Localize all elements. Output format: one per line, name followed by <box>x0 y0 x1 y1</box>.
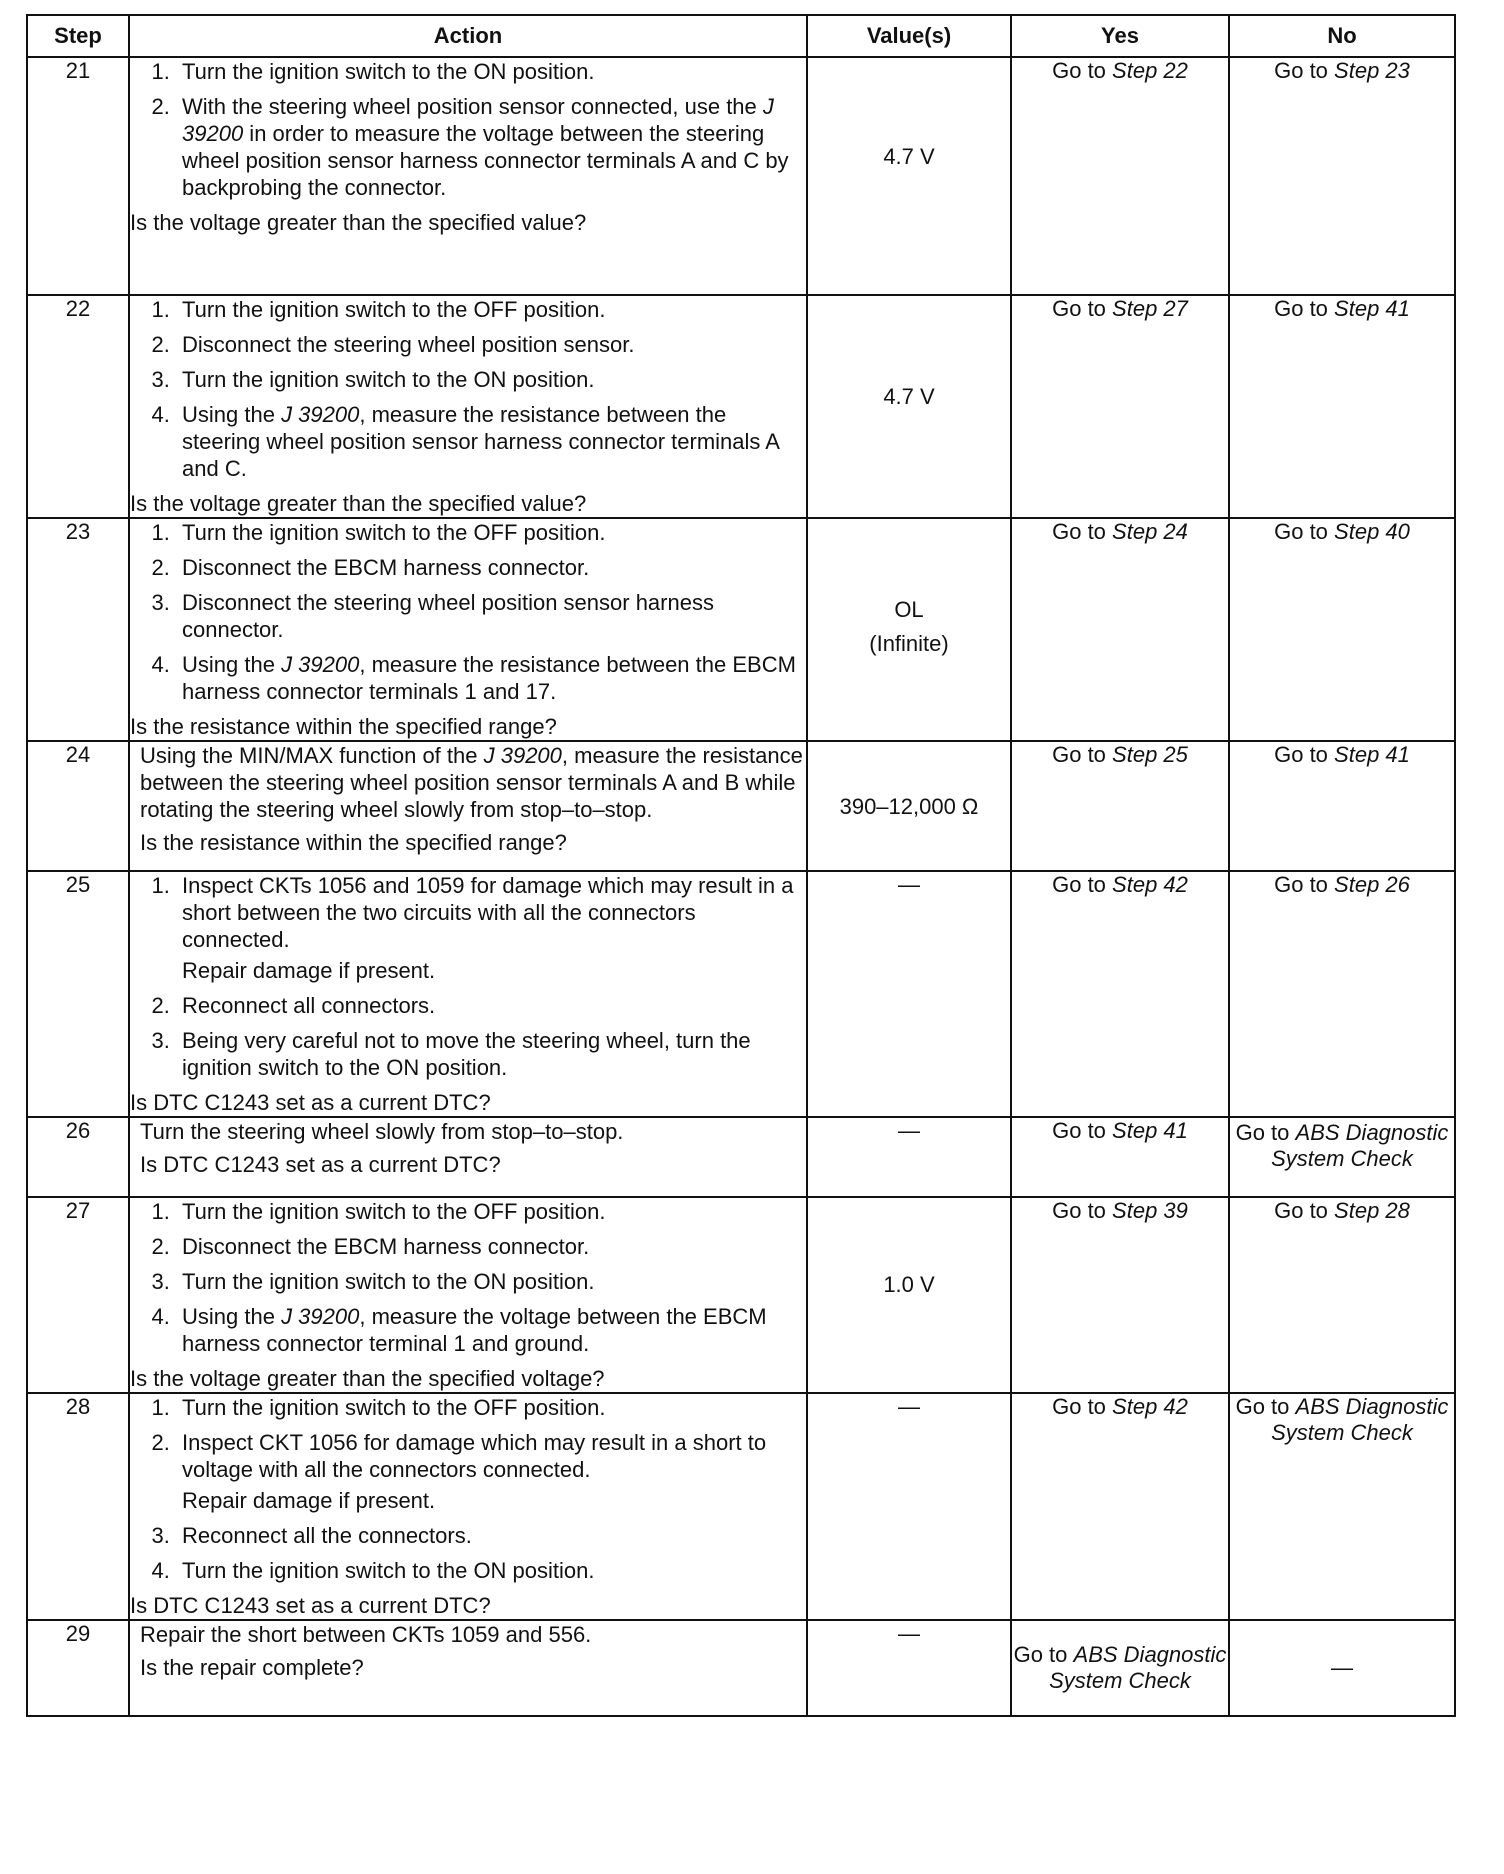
no-link[interactable]: Step 23 <box>1334 58 1410 83</box>
step-number: 27 <box>27 1197 129 1393</box>
value-text: OL <box>894 597 924 622</box>
yes-link[interactable]: Step 42 <box>1112 872 1188 897</box>
action-cell <box>129 57 807 295</box>
yes-prefix: Go to <box>1052 872 1106 897</box>
yes-cell[interactable] <box>1011 57 1229 295</box>
yes-cell[interactable] <box>1011 741 1229 871</box>
action-item: 1. Turn the ignition switch to the ON position. <box>176 58 806 85</box>
tool-reference: J 39200 <box>281 1304 360 1329</box>
yes-cell[interactable] <box>1011 1197 1229 1393</box>
action-list <box>130 1394 806 1584</box>
action-item: 3. Turn the ignition switch to the ON position. <box>176 1268 806 1295</box>
action-question: Is the resistance within the specified range? <box>140 830 567 855</box>
action-question: Is the voltage greater than the specified voltage? <box>130 1366 605 1391</box>
action-item: 2. Disconnect the EBCM harness connector. <box>176 554 806 581</box>
no-cell[interactable] <box>1229 741 1455 871</box>
yes-prefix: Go to <box>1052 1394 1106 1419</box>
no-prefix: Go to <box>1274 872 1328 897</box>
action-list <box>130 872 806 1081</box>
yes-link[interactable]: Step 25 <box>1112 742 1188 767</box>
value-text: 1.0 V <box>883 1272 935 1297</box>
action-list <box>130 1198 806 1357</box>
no-cell[interactable] <box>1229 295 1455 518</box>
table-row <box>27 57 1455 295</box>
no-cell[interactable] <box>1229 1393 1455 1620</box>
no-prefix: Go to <box>1274 1198 1328 1223</box>
action-question: Is the resistance within the specified range? <box>130 714 557 739</box>
yes-prefix: Go to <box>1052 1198 1106 1223</box>
action-cell <box>129 741 807 871</box>
no-link[interactable]: Step 26 <box>1334 872 1410 897</box>
yes-cell[interactable] <box>1011 1393 1229 1620</box>
no-value: — <box>1331 1655 1353 1680</box>
no-cell[interactable] <box>1229 57 1455 295</box>
no-prefix: Go to <box>1235 1394 1290 1419</box>
no-link[interactable]: Step 41 <box>1334 742 1410 767</box>
action-item: 2. Disconnect the EBCM harness connector. <box>176 1233 806 1260</box>
value-text: 390–12,000 Ω <box>839 794 979 819</box>
value-cell <box>807 1620 1011 1716</box>
action-question: Is the voltage greater than the specified value? <box>130 210 587 235</box>
tool-reference: J 39200 <box>483 743 562 768</box>
table-row <box>27 518 1455 741</box>
table-row <box>27 1620 1455 1716</box>
table-row <box>27 1117 1455 1197</box>
action-text: Repair the short between CKTs 1059 and 556. <box>140 1622 592 1647</box>
action-question: Is DTC C1243 set as a current DTC? <box>130 1593 491 1618</box>
step-number: 29 <box>27 1620 129 1716</box>
no-prefix: Go to <box>1274 58 1328 83</box>
action-question: Is DTC C1243 set as a current DTC? <box>140 1152 501 1177</box>
action-note: Repair damage if present. <box>182 1488 436 1513</box>
value-cell <box>807 518 1011 741</box>
value-subtext: (Infinite) <box>869 631 949 656</box>
step-number: 22 <box>27 295 129 518</box>
action-item: 1. Turn the ignition switch to the OFF position. <box>176 519 806 546</box>
action-item: 3. Reconnect all the connectors. <box>176 1522 806 1549</box>
no-link[interactable]: ABS Diagnostic System Check <box>1271 1394 1449 1445</box>
no-prefix: Go to <box>1274 296 1328 321</box>
action-question: Is DTC C1243 set as a current DTC? <box>130 1090 491 1115</box>
value-cell <box>807 1117 1011 1197</box>
no-cell[interactable] <box>1229 518 1455 741</box>
no-prefix: Go to <box>1235 1120 1290 1145</box>
value-cell <box>807 741 1011 871</box>
action-cell <box>129 518 807 741</box>
yes-cell[interactable] <box>1011 518 1229 741</box>
header-no: No <box>1229 15 1455 57</box>
action-item-text: Inspect CKT 1056 for damage which may result in a short to voltage with all the connectors connected. <box>182 1430 767 1482</box>
step-number: 28 <box>27 1393 129 1620</box>
step-number: 25 <box>27 871 129 1117</box>
action-item: 3. Disconnect the steering wheel position sensor harness connector. <box>176 589 806 643</box>
yes-cell[interactable] <box>1011 871 1229 1117</box>
action-item: 3. Being very careful not to move the steering wheel, turn the ignition switch to the ON position. <box>176 1027 806 1081</box>
value-text: — <box>898 1118 920 1143</box>
action-question: Is the repair complete? <box>140 1655 364 1680</box>
action-question: Is the voltage greater than the specified value? <box>130 491 587 516</box>
yes-link[interactable]: Step 27 <box>1112 296 1188 321</box>
action-list <box>130 296 806 482</box>
no-link[interactable]: Step 41 <box>1334 296 1410 321</box>
value-cell <box>807 1197 1011 1393</box>
yes-cell[interactable] <box>1011 1117 1229 1197</box>
table-row <box>27 871 1455 1117</box>
action-cell <box>129 1620 807 1716</box>
step-number: 24 <box>27 741 129 871</box>
header-action: Action <box>129 15 807 57</box>
value-text: — <box>898 1621 920 1646</box>
yes-link[interactable]: Step 41 <box>1112 1118 1188 1143</box>
value-cell <box>807 295 1011 518</box>
header-row <box>27 15 1455 57</box>
action-item: 4. Using the J 39200, measure the voltage between the EBCM harness connector terminal 1 and ground. <box>176 1303 806 1357</box>
no-link[interactable]: Step 28 <box>1334 1198 1410 1223</box>
action-cell <box>129 1393 807 1620</box>
action-text: Turn the steering wheel slowly from stop–to–stop. <box>140 1119 624 1144</box>
action-cell <box>129 1117 807 1197</box>
action-cell <box>129 1197 807 1393</box>
action-text: Using the MIN/MAX function of the J 39200, measure the resistance between the steering wheel position sensor terminals A and B while rotating the steering wheel slowly from stop–to–stop. <box>140 743 803 822</box>
yes-link[interactable]: Step 22 <box>1112 58 1188 83</box>
no-cell[interactable] <box>1229 1117 1455 1197</box>
value-text: — <box>898 872 920 897</box>
action-list <box>130 519 806 705</box>
action-item: 1. Turn the ignition switch to the OFF position. <box>176 296 806 323</box>
action-item <box>176 1429 806 1514</box>
action-item: 4. Using the J 39200, measure the resistance between the steering wheel position sensor harness connector terminals A and C. <box>176 401 806 482</box>
table-row <box>27 1393 1455 1620</box>
action-cell <box>129 871 807 1117</box>
action-item: 1. Turn the ignition switch to the OFF position. <box>176 1198 806 1225</box>
action-cell <box>129 295 807 518</box>
header-values: Value(s) <box>807 15 1011 57</box>
header-step: Step <box>27 15 129 57</box>
no-cell[interactable] <box>1229 871 1455 1117</box>
tool-reference: J 39200 <box>281 652 360 677</box>
yes-prefix: Go to <box>1052 58 1106 83</box>
action-item: 2. Disconnect the steering wheel position sensor. <box>176 331 806 358</box>
action-item: 4. Turn the ignition switch to the ON position. <box>176 1557 806 1584</box>
action-item: 2. Reconnect all connectors. <box>176 992 806 1019</box>
tool-reference: J 39200 <box>182 94 774 146</box>
value-text: 4.7 V <box>883 144 935 169</box>
yes-cell[interactable] <box>1011 1620 1229 1716</box>
step-number: 26 <box>27 1117 129 1197</box>
tool-reference: J 39200 <box>281 402 360 427</box>
value-text: — <box>898 1394 920 1419</box>
yes-link[interactable]: Step 42 <box>1112 1394 1188 1419</box>
yes-cell[interactable] <box>1011 295 1229 518</box>
yes-link[interactable]: Step 39 <box>1112 1198 1188 1223</box>
table-row <box>27 1197 1455 1393</box>
action-item: 1. Turn the ignition switch to the OFF position. <box>176 1394 806 1421</box>
action-note: Repair damage if present. <box>182 958 436 983</box>
header-yes: Yes <box>1011 15 1229 57</box>
yes-prefix: Go to <box>1052 519 1106 544</box>
no-link[interactable]: Step 40 <box>1334 519 1410 544</box>
action-item: 3. Turn the ignition switch to the ON position. <box>176 366 806 393</box>
yes-prefix: Go to <box>1052 296 1106 321</box>
no-cell[interactable] <box>1229 1197 1455 1393</box>
value-cell <box>807 871 1011 1117</box>
action-item-text: Inspect CKTs 1056 and 1059 for damage which may result in a short between the two circuits with all the connectors connected. <box>182 873 794 952</box>
no-link[interactable]: ABS Diagnostic System Check <box>1271 1120 1449 1171</box>
no-prefix: Go to <box>1274 742 1328 767</box>
diagnostic-table <box>26 14 1456 1717</box>
action-item: 2. With the steering wheel position sensor connected, use the J 39200 in order to measure the voltage between the steering wheel position sensor harness connector terminals A and C by backprobing the connector. <box>176 93 806 201</box>
action-item: 4. Using the J 39200, measure the resistance between the EBCM harness connector terminals 1 and 17. <box>176 651 806 705</box>
no-prefix: Go to <box>1274 519 1328 544</box>
yes-prefix: Go to <box>1013 1642 1068 1667</box>
value-text: 4.7 V <box>883 384 935 409</box>
step-number: 21 <box>27 57 129 295</box>
action-list <box>130 58 806 201</box>
yes-link[interactable]: Step 24 <box>1112 519 1188 544</box>
step-number: 23 <box>27 518 129 741</box>
table-row <box>27 295 1455 518</box>
yes-prefix: Go to <box>1052 742 1106 767</box>
value-cell <box>807 1393 1011 1620</box>
no-cell <box>1229 1620 1455 1716</box>
table-row <box>27 741 1455 871</box>
value-cell <box>807 57 1011 295</box>
yes-prefix: Go to <box>1052 1118 1106 1143</box>
yes-link[interactable]: ABS Diagnostic System Check <box>1049 1642 1227 1693</box>
action-item <box>176 872 806 984</box>
